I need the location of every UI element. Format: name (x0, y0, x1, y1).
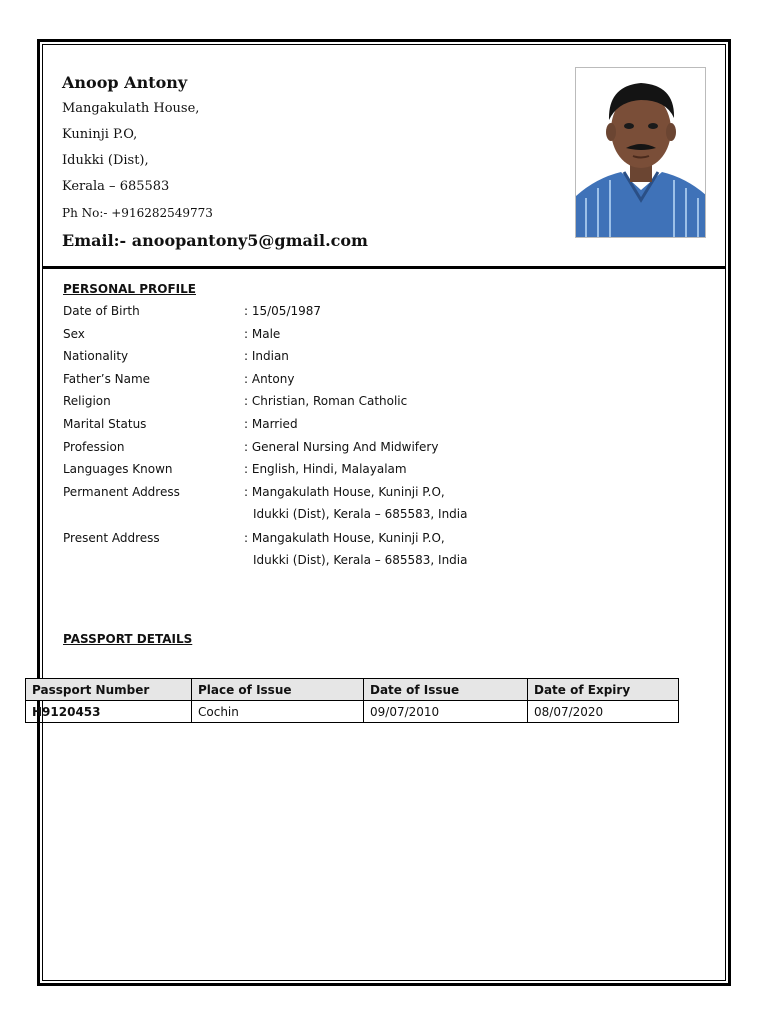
profile-label: Languages Known (63, 462, 173, 477)
address-first-line: : Mangakulath House, Kuninji P.O, (244, 530, 445, 545)
phone-number: Ph No:- +916282549773 (62, 206, 213, 220)
column-header: Date of Issue (364, 679, 528, 701)
column-header: Place of Issue (192, 679, 364, 701)
profile-value: : Male (244, 326, 281, 341)
table-header-row (26, 679, 679, 701)
column-header: Date of Expiry (528, 679, 679, 701)
place-of-issue-cell: Cochin (192, 701, 364, 723)
header-divider (42, 266, 726, 269)
table-row (26, 701, 679, 723)
address-first-line: : Mangakulath House, Kuninji P.O, (244, 484, 445, 499)
email-address: Email:- anoopantony5@gmail.com (62, 231, 368, 250)
profile-value: : Married (244, 416, 298, 431)
profile-value: : Indian (244, 349, 289, 364)
profile-value (244, 481, 467, 526)
portrait-illustration (576, 68, 706, 238)
address-line: Kerala – 685583 (62, 179, 170, 194)
profile-value: : English, Hindi, Malayalam (244, 462, 407, 477)
section-title-passport-details: PASSPORT DETAILS (63, 632, 193, 646)
passport-table (25, 678, 679, 723)
profile-label: Present Address (63, 530, 160, 545)
passport-number-cell: H9120453 (26, 701, 192, 723)
profile-label: Marital Status (63, 416, 147, 431)
date-of-issue-cell: 09/07/2010 (364, 701, 528, 723)
profile-value: : General Nursing And Midwifery (244, 439, 439, 454)
section-title-personal-profile: PERSONAL PROFILE (63, 282, 196, 296)
profile-label: Date of Birth (63, 304, 140, 318)
contact-header (62, 70, 368, 256)
address-second-line: Idukki (Dist), Kerala – 685583, India (253, 553, 468, 568)
profile-value: : Antony (244, 371, 295, 386)
profile-label: Religion (63, 394, 111, 409)
profile-value: : 15/05/1987 (244, 304, 322, 318)
address-line: Idukki (Dist), (62, 153, 149, 168)
date-of-expiry-cell: 08/07/2020 (528, 701, 679, 723)
person-photo-icon (575, 67, 706, 238)
profile-label: Nationality (63, 349, 129, 364)
profile-label: Profession (63, 439, 125, 454)
applicant-name: Anoop Antony (62, 73, 188, 92)
profile-value (244, 527, 467, 572)
address-second-line: Idukki (Dist), Kerala – 685583, India (253, 507, 468, 522)
address-line: Kuninji P.O, (62, 127, 138, 142)
column-header: Passport Number (26, 679, 192, 701)
profile-value: : Christian, Roman Catholic (244, 394, 408, 409)
profile-label: Permanent Address (63, 484, 180, 499)
profile-label: Father’s Name (63, 371, 151, 386)
profile-label: Sex (63, 326, 85, 341)
address-line: Mangakulath House, (62, 101, 200, 116)
